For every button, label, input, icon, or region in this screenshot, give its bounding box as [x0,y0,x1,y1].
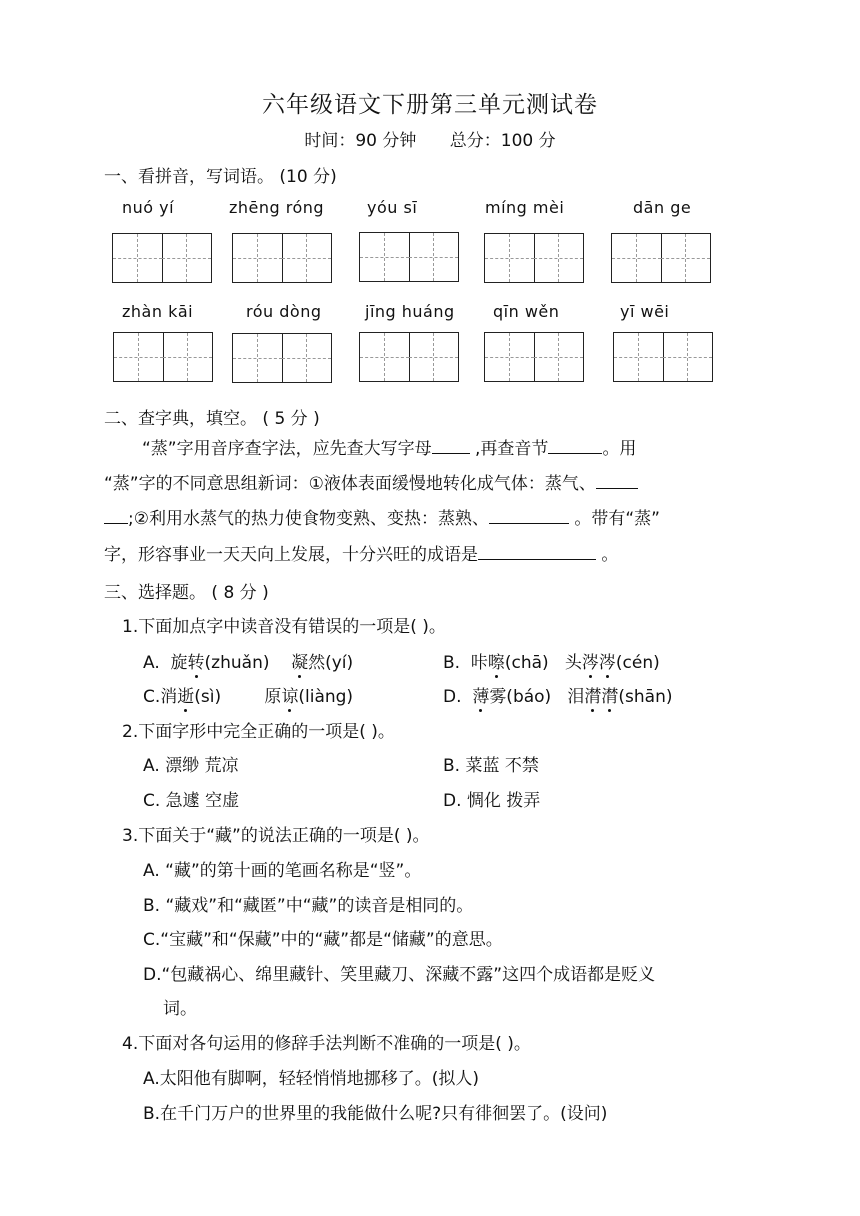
q1-option-b[interactable] [443,648,660,673]
q3-option-d-cont: 词。 [163,999,197,1019]
q4-option-a[interactable]: A.太阳他有脚啊，轻轻悄悄地挪移了。(拟人) [143,1069,479,1089]
exam-time: 时间：90 分钟 [304,131,417,151]
dotted-char: 转 [187,653,205,673]
question-4-stem: 4.下面对各句运用的修辞手法判断不准确的一项是( )。 [122,1034,531,1054]
option-text: 然(yí) [308,653,354,673]
pinyin-label: nuó yí [122,198,175,217]
pinyin-label: qīn wěn [493,302,560,321]
section2-heading: 二、查字典，填空。 ( 5 分 ) [104,409,320,429]
option-text: 消 [160,687,178,707]
option-label: C. [143,687,161,707]
fill-text: 字，形容事业一天天向上发展，十分兴旺的成语是 [104,545,478,565]
answer-blank[interactable] [104,523,128,524]
option-text: 雾(báo) [489,687,552,707]
fill-line [104,538,618,572]
section3-heading: 三、选择题。 ( 8 分 ) [104,583,269,603]
q2-option-a[interactable]: A. 漂缈 荒凉 [143,756,239,776]
tianzige-box[interactable] [113,332,213,382]
pinyin-label: zhēng róng [229,198,325,217]
answer-blank[interactable] [596,488,638,489]
question-1-stem: 1.下面加点字中读音没有错误的一项是( )。 [122,617,446,637]
q1-option-a[interactable] [143,648,353,673]
option-text: 咔 [470,653,488,673]
q2-option-b[interactable]: B. 菜蓝 不禁 [443,756,539,776]
answer-blank[interactable] [432,453,470,454]
section1-heading: 一、看拼音，写词语。 (10 分) [104,167,337,187]
option-text: (sì) [194,687,222,707]
q3-option-b[interactable]: B. “藏戏”和“藏匿”中“藏”的读音是相同的。 [143,896,474,916]
dotted-char: 潸 [601,687,619,707]
option-text: (liàng) [298,687,354,707]
option-text: 泪 [567,687,585,707]
tianzige-box[interactable] [611,233,711,283]
dotted-char: 凝 [291,653,309,673]
page-title: 六年级语文下册第三单元测试卷 [262,92,598,118]
fill-line [142,432,636,466]
dotted-char: 涔 [581,653,599,673]
exam-total-score: 总分：100 分 [449,131,556,151]
pinyin-label: míng mèi [485,198,565,217]
question-3-stem: 3.下面关于“藏”的说法正确的一项是( )。 [122,826,430,846]
fill-text: “蒸”字的不同意思组新词：①液体表面缓慢地转化成气体：蒸气、 [104,474,596,494]
q2-option-d[interactable]: D. 惆化 拨弄 [443,791,541,811]
option-text: (cén) [615,653,660,673]
option-label: A. [143,653,160,673]
fill-text: “蒸”字用音序查字法，应先查大写字母 [142,439,432,459]
dotted-char: 嚓 [487,653,505,673]
pinyin-label: yī wēi [620,302,670,321]
tianzige-box[interactable] [359,332,459,382]
answer-blank[interactable] [489,523,569,524]
pinyin-label: róu dòng [246,302,322,321]
answer-blank[interactable] [478,559,596,560]
tianzige-box[interactable] [232,333,332,383]
dotted-char: 谅 [281,687,299,707]
tianzige-box[interactable] [484,233,584,283]
option-label: B. [443,653,461,673]
q1-option-c[interactable] [143,682,353,707]
q2-option-c[interactable]: C. 急遽 空虚 [143,791,240,811]
option-text: 旋 [170,653,188,673]
tianzige-box[interactable] [359,232,459,282]
fill-text: 。带有“蒸” [568,509,660,529]
tianzige-box[interactable] [112,233,212,283]
fill-text: ;②利用水蒸气的热力使食物变熟、变热：蒸熟、 [128,509,489,529]
dotted-char: 薄 [472,687,490,707]
option-text: 头 [564,653,582,673]
option-text: 原 [264,687,282,707]
pinyin-label: jīng huáng [365,302,455,321]
pinyin-label: yóu sī [367,198,418,217]
fill-text: ,再查音节 [469,439,549,459]
pinyin-label: zhàn kāi [122,302,194,321]
pinyin-label: dān ge [633,198,692,217]
q3-option-c[interactable]: C.“宝藏”和“保藏”中的“藏”都是“储藏”的意思。 [143,930,503,950]
q3-option-a[interactable]: A. “藏”的第十画的笔画名称是“竖”。 [143,861,422,881]
exam-meta [0,126,860,151]
tianzige-box[interactable] [484,332,584,382]
dotted-char: 逝 [177,687,195,707]
option-text: (chā) [504,653,549,673]
fill-line [104,467,638,501]
q3-option-d[interactable]: D.“包藏祸心、绵里藏针、笑里藏刀、深藏不露”这四个成语都是贬义 [143,965,656,985]
option-text: (zhuǎn) [204,653,270,673]
dotted-char: 潸 [584,687,602,707]
tianzige-box[interactable] [232,233,332,283]
fill-text: 。 [596,545,619,565]
option-text: (shān) [618,687,673,707]
fill-text: 。用 [602,439,637,459]
dotted-char: 涔 [598,653,616,673]
fill-line [104,502,660,536]
q4-option-b[interactable]: B.在千门万户的世界里的我能做什么呢?只有徘徊罢了。(设问) [143,1104,608,1124]
question-2-stem: 2.下面字形中完全正确的一项是( )。 [122,722,395,742]
q1-option-d[interactable] [443,682,673,707]
tianzige-box[interactable] [613,332,713,382]
option-label: D. [443,687,462,707]
answer-blank[interactable] [548,453,602,454]
